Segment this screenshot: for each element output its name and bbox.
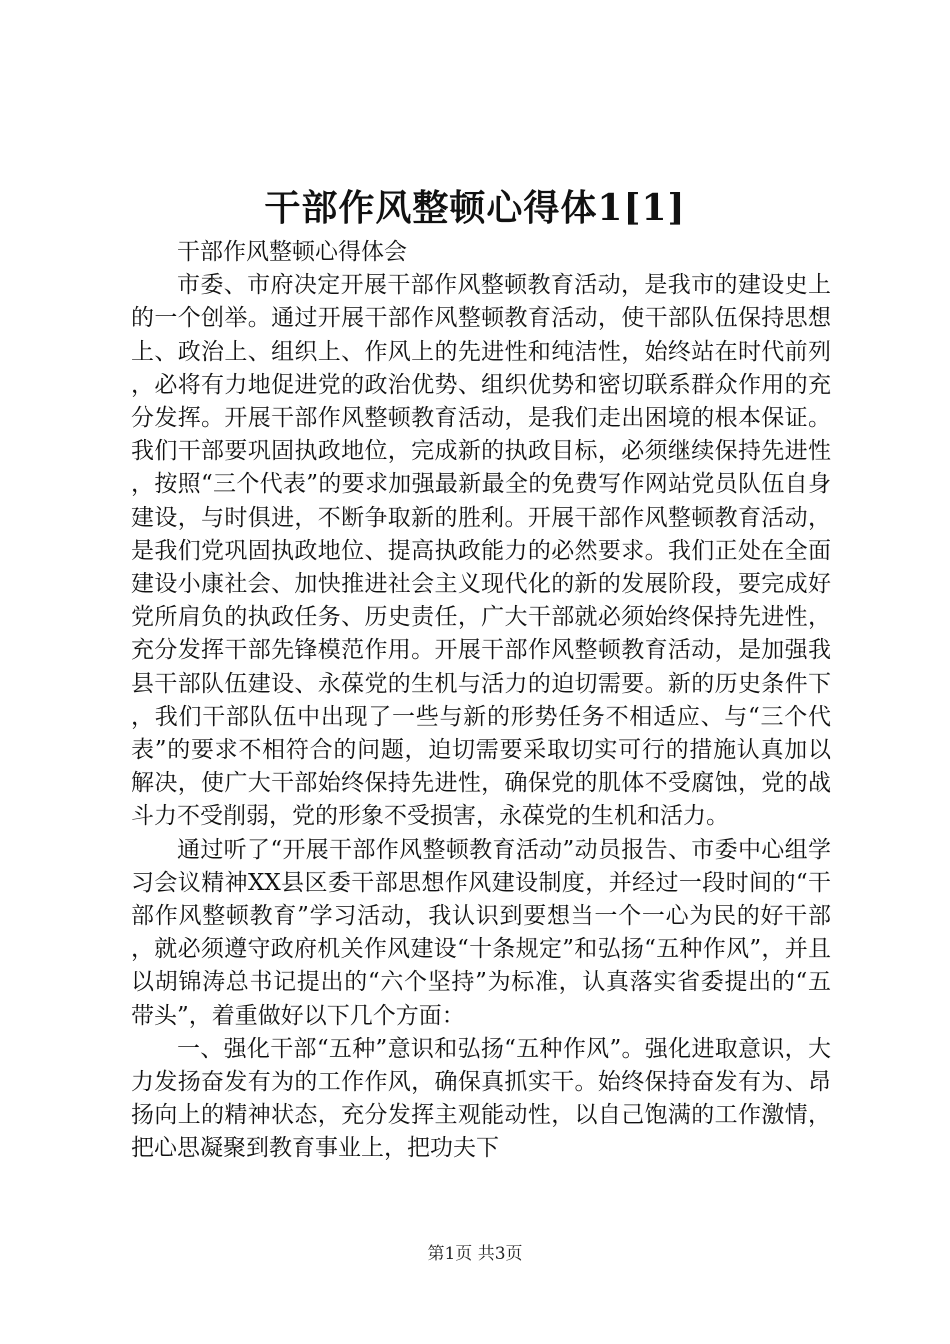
- body-paragraph: 通过听了“开展干部作风整顿教育活动”动员报告、市委中心组学习会议精神XX县区委干部思想作风建设制度，并经过一段时间的“干部作风整顿教育”学习活动，我认识到要想当一个一心为民的好干部，就必须遵守政府机关作风建设“十条规定”和弘扬“五种作风”，并且以胡锦涛总书记提出的“六个坚持”为标准，认真落实省委提出的“五带头”，着重做好以下几个方面：: [131, 836, 831, 1029]
- document-body: [131, 236, 831, 1166]
- page-title: 干部作风整顿心得体1[1]: [264, 187, 686, 229]
- body-paragraph: 一、强化干部“五种”意识和弘扬“五种作风”。强化进取意识，大力发扬奋发有为的工作作风，确保真抓实干。始终保持奋发有为、昂扬向上的精神状态，充分发挥主观能动性，以自己饱满的工作激情，把心思凝聚到教育事业上，把功夫下: [131, 1035, 831, 1162]
- page-footer: 第1页 共3页: [427, 1244, 523, 1264]
- body-paragraph: 市委、市府决定开展干部作风整顿教育活动，是我市的建设史上的一个创举。通过开展干部作风整顿教育活动，使干部队伍保持思想上、政治上、组织上、作风上的先进性和纯洁性，始终站在时代前列，必将有力地促进党的政治优势、组织优势和密切联系群众作用的充分发挥。开展干部作风整顿教育活动，是我们走出困境的根本保证。我们干部要巩固执政地位，完成新的执政目标，必须继续保持先进性，按照“三个代表”的要求加强最新最全的免费写作网站党员队伍自身建设，与时俱进，不断争取新的胜利。开展干部作风整顿教育活动，是我们党巩固执政地位、提高执政能力的必然要求。我们正处在全面建设小康社会、加快推进社会主义现代化的新的发展阶段，要完成好党所肩负的执政任务、历史责任，广大干部就必须始终保持先进性，充分发挥干部先锋模范作用。开展干部作风整顿教育活动，是加强我县干部队伍建设、永葆党的生机与活力的迫切需要。新的历史条件下，我们干部队伍中出现了一些与新的形势任务不相适应、与“三个代表”的要求不相符合的问题，迫切需要采取切实可行的措施认真加以解决，使广大干部始终保持先进性，确保党的肌体不受腐蚀，党的战斗力不受削弱，党的形象不受损害，永葆党的生机和活力。: [131, 272, 831, 830]
- document-subtitle: 干部作风整顿心得体会: [177, 239, 407, 265]
